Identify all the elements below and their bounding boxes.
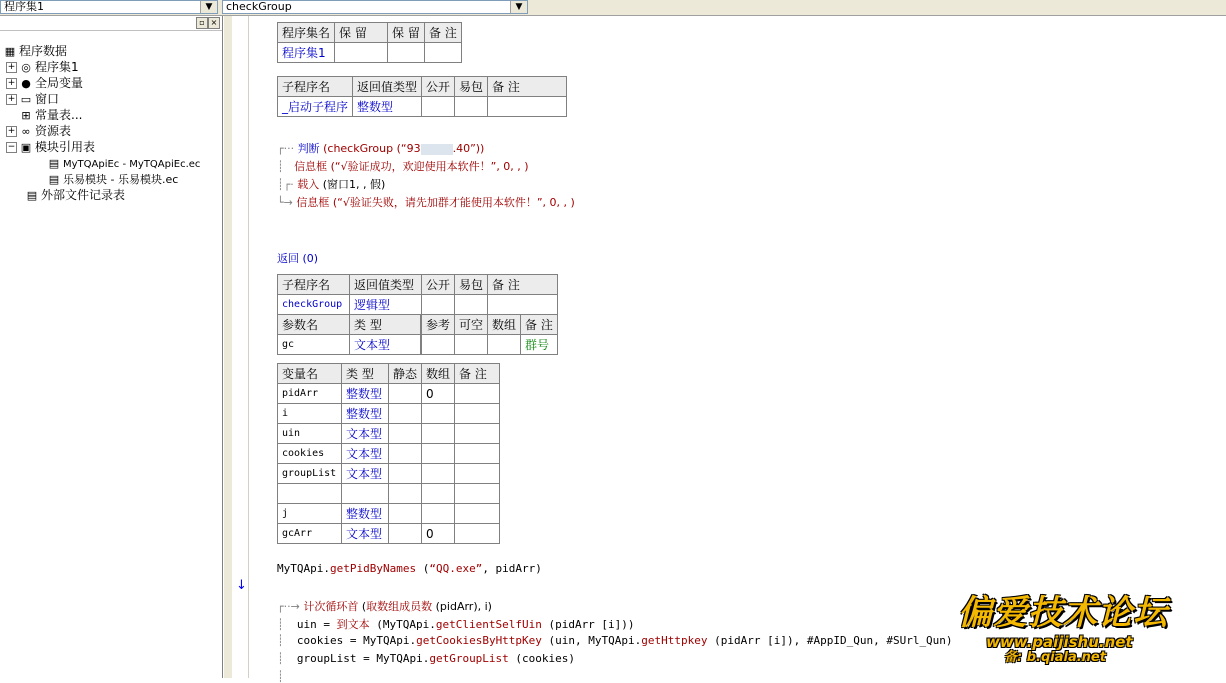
window-icon: ▭ — [20, 93, 32, 106]
table-row[interactable]: gcArr 文本型 0 — [278, 524, 500, 544]
project-tree-panel — [0, 16, 223, 678]
expand-icon[interactable]: + — [7, 126, 16, 136]
table-header: 返回值类型 — [353, 77, 422, 97]
table-header: 公开 — [422, 77, 455, 97]
assembly-selector-value: 程序集1 — [4, 0, 44, 13]
table-header: 变量名 — [278, 364, 342, 384]
watermark-url: www.paijishu.net — [986, 633, 1133, 651]
table-header: 程序集名 — [278, 23, 335, 43]
table-cell[interactable] — [488, 295, 558, 315]
return-statement[interactable]: 返回 (0) — [277, 252, 319, 265]
top-toolbar — [0, 0, 1226, 16]
tree-item-modules[interactable]: − ▣ 模块引用表 — [7, 140, 96, 154]
table-cell[interactable] — [422, 335, 455, 355]
tree-item-global-vars[interactable]: + ● 全局变量 — [7, 76, 84, 90]
code-line[interactable]: ┌··· 判断 (checkGroup (“93 .40”)) — [277, 142, 485, 155]
ec-file-icon: ▤ — [48, 157, 60, 170]
tree-item-external-files[interactable]: ▤ 外部文件记录表 — [26, 188, 126, 202]
code-line[interactable]: ┊ groupList = MyTQApi.getGroupList (cookies) — [277, 652, 576, 665]
table-header: 备 注 — [488, 275, 558, 295]
code-line[interactable]: MyTQApi.getPidByNames (“QQ.exe”, pidArr) — [277, 562, 542, 575]
expand-icon[interactable]: + — [7, 78, 16, 88]
table-row[interactable] — [278, 484, 500, 504]
tree-item-constants[interactable]: ⊞ 常量表... — [21, 108, 83, 122]
panel-header — [0, 16, 222, 31]
table-header: 备 注 — [425, 23, 462, 43]
table-header: 可空 — [455, 315, 488, 335]
table-header: 子程序名 — [278, 275, 350, 295]
expand-icon[interactable]: + — [7, 62, 16, 72]
code-line[interactable]: └→ 信息框 (“√验证失败，请先加群才能使用本软件！”, 0, , ) — [277, 196, 575, 209]
table-header: 保 留 — [335, 23, 388, 43]
table-row[interactable]: groupList 文本型 — [278, 464, 500, 484]
table-header: 类 型 — [342, 364, 389, 384]
table-cell[interactable]: 整数型 — [353, 97, 422, 117]
redacted-region — [421, 144, 453, 155]
table-row[interactable]: uin 文本型 — [278, 424, 500, 444]
chevron-down-icon[interactable]: ▼ — [510, 1, 527, 13]
table-header: 类 型 — [350, 315, 421, 335]
module-icon: ▣ — [20, 141, 32, 154]
assembly-table — [277, 22, 462, 63]
checkgroup-sub-table — [277, 274, 558, 355]
assembly-icon: ◎ — [21, 61, 31, 74]
table-row[interactable]: j 整数型 — [278, 504, 500, 524]
table-header: 备 注 — [488, 77, 567, 97]
code-line: ┊ — [277, 670, 284, 683]
table-header: 易包 — [455, 275, 488, 295]
local-variables-table — [277, 363, 500, 544]
code-line[interactable]: ┊ 信息框 (“√验证成功，欢迎使用本软件！”, 0, , ) — [277, 160, 529, 173]
table-row[interactable]: pidArr 整数型 0 — [278, 384, 500, 404]
assembly-selector[interactable] — [0, 0, 218, 14]
table-cell[interactable] — [422, 295, 455, 315]
table-cell[interactable]: 程序集1 — [278, 43, 335, 63]
table-cell[interactable] — [488, 335, 521, 355]
table-header: 易包 — [455, 77, 488, 97]
chevron-down-icon[interactable]: ▼ — [200, 1, 217, 13]
tree-root[interactable]: ▦ 程序数据 — [4, 44, 68, 58]
subroutine-selector[interactable] — [222, 0, 528, 14]
code-line[interactable]: ┌··→ 计次循环首 (取数组成员数 (pidArr), i) — [277, 600, 492, 613]
tree-item-module-leyi[interactable]: ▤ 乐易模块 - 乐易模块.ec — [48, 173, 179, 186]
watermark-logo — [958, 585, 1198, 663]
watermark-sub: 备: b.qiala.net — [1004, 650, 1106, 665]
cursor-arrow-icon: ↓ — [236, 578, 247, 593]
table-cell[interactable]: 逻辑型 — [350, 295, 422, 315]
table-header: 子程序名 — [278, 77, 353, 97]
table-header: 返回值类型 — [350, 275, 422, 295]
table-cell[interactable]: gc — [278, 335, 350, 355]
table-cell[interactable]: checkGroup — [278, 295, 350, 315]
table-header: 参数名 — [278, 315, 350, 335]
close-icon[interactable]: × — [208, 17, 220, 29]
file-icon: ▤ — [26, 189, 38, 202]
constant-icon: ⊞ — [21, 109, 31, 122]
ec-file-icon: ▤ — [48, 173, 60, 186]
expand-icon[interactable]: + — [7, 94, 16, 104]
table-cell[interactable]: 文本型 — [350, 335, 421, 355]
code-line[interactable]: ┊ cookies = MyTQApi.getCookiesByHttpKey (uin, MyTQApi.getHttpkey (pidArr [i]), #AppID_Qun, #SUrl_Qun) — [277, 634, 953, 647]
table-cell[interactable] — [488, 97, 567, 117]
table-row[interactable]: cookies 文本型 — [278, 444, 500, 464]
tree-item-assembly[interactable]: + ◎ 程序集1 — [7, 60, 79, 74]
table-cell[interactable]: _启动子程序 — [278, 97, 353, 117]
table-header: 静态 — [389, 364, 422, 384]
program-data-icon: ▦ — [4, 45, 16, 58]
table-row[interactable]: i 整数型 — [278, 404, 500, 424]
table-cell[interactable] — [455, 97, 488, 117]
table-header: 数组 — [488, 315, 521, 335]
table-cell[interactable] — [455, 335, 488, 355]
table-cell[interactable] — [455, 295, 488, 315]
table-header: 公开 — [422, 275, 455, 295]
table-header: 参考 — [422, 315, 455, 335]
watermark-title: 偏爱技术论坛 — [958, 593, 1168, 633]
code-line[interactable]: ┊ uin = 到文本 (MyTQApi.getClientSelfUin (pidArr [i])) — [277, 618, 635, 631]
table-cell[interactable]: 群号 — [521, 335, 558, 355]
restore-icon[interactable]: ▫ — [196, 17, 208, 29]
table-header: 备 注 — [455, 364, 500, 384]
table-cell[interactable] — [388, 43, 425, 63]
tree-item-resources[interactable]: + ∞ 资源表 — [7, 124, 72, 138]
subroutine-selector-value: checkGroup — [226, 0, 292, 13]
code-editor[interactable] — [250, 16, 1226, 683]
resource-icon: ∞ — [21, 125, 31, 138]
tree-item-window[interactable]: + ▭ 窗口 — [7, 92, 60, 106]
startup-sub-table — [277, 76, 567, 117]
code-line[interactable]: ┊┌· 载入 (窗口1, , 假) — [277, 178, 386, 191]
table-header: 数组 — [422, 364, 455, 384]
table-cell[interactable] — [335, 43, 388, 63]
table-cell[interactable] — [425, 43, 462, 63]
table-header: 备 注 — [521, 315, 558, 335]
table-cell[interactable] — [422, 97, 455, 117]
global-var-icon: ● — [21, 77, 31, 90]
table-header: 保 留 — [388, 23, 425, 43]
collapse-icon[interactable]: − — [7, 142, 16, 152]
tree-item-module-mytqapi[interactable]: ▤ MyTQApiEc - MyTQApiEc.ec — [48, 157, 201, 170]
